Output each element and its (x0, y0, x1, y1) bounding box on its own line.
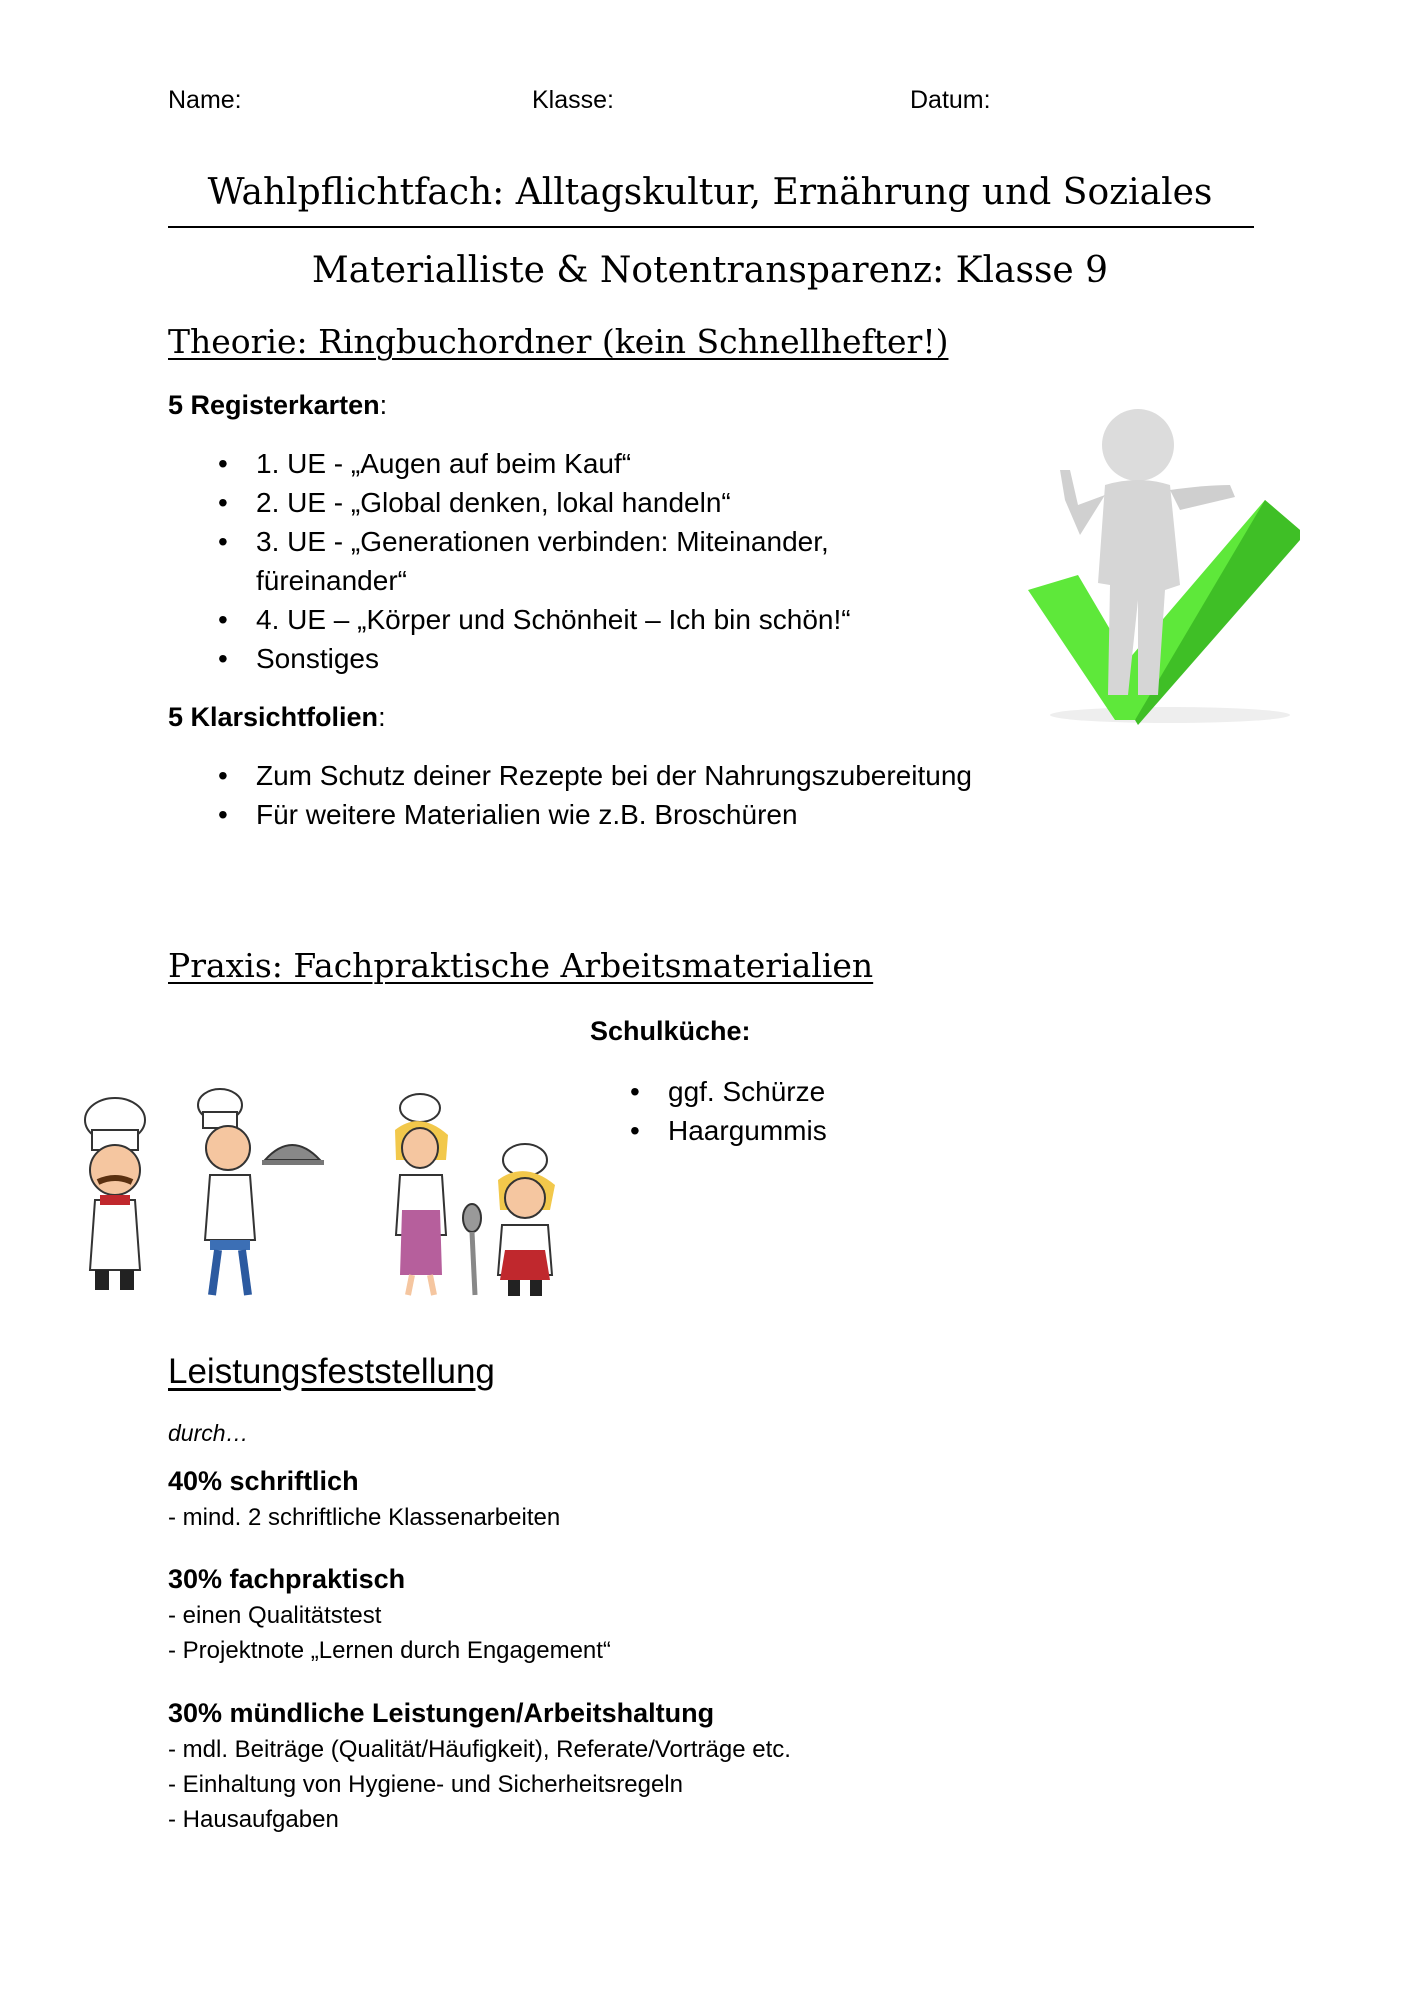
grade-line: - mind. 2 schriftliche Klassenarbeiten (168, 1504, 561, 1531)
grade-line: - Projektnote „Lernen durch Engagement“ (168, 1637, 611, 1664)
practice-heading: Praxis: Fachpraktische Arbeitsmaterialien (168, 946, 874, 985)
kitchen-label: Schulküche: (590, 1016, 751, 1046)
name-label: Name: (168, 86, 242, 114)
list-item: • 2. UE - „Global denken, lokal handeln“ (218, 483, 898, 522)
list-item: • Haargummis (630, 1111, 1030, 1150)
grade-group-title: 40% schriftlich (168, 1466, 359, 1496)
date-label: Datum: (910, 86, 991, 114)
kitchen-list (630, 1072, 1030, 1150)
sleeves-label: 5 Klarsichtfolien: (168, 702, 386, 732)
grade-group-title: 30% fachpraktisch (168, 1564, 406, 1594)
list-item: • 3. UE - „Generationen verbinden: Miteinander, füreinander“ (218, 522, 898, 600)
page-subtitle: Materialliste & Notentransparenz: Klasse 9 (311, 250, 1109, 291)
theory-heading: Theorie: Ringbuchordner (kein Schnellhefter!) (168, 322, 949, 361)
grade-line: - mdl. Beiträge (Qualität/Häufigkeit), Referate/Vorträge etc. (168, 1736, 791, 1763)
assessment-heading: Leistungsfeststellung (168, 1352, 495, 1391)
person-with-checkmark-icon (1020, 405, 1310, 725)
page-title: Wahlpflichtfach: Alltagskultur, Ernährung und Soziales (207, 172, 1213, 213)
sleeves-list (218, 756, 1118, 834)
class-label: Klasse: (532, 86, 614, 114)
grade-group-title: 30% mündliche Leistungen/Arbeitshaltung (168, 1698, 715, 1728)
assessment-intro: durch… (168, 1420, 249, 1446)
grade-line: - Einhaltung von Hygiene- und Sicherheitsregeln (168, 1771, 683, 1798)
list-item: • Sonstiges (218, 639, 898, 678)
list-item: • 4. UE – „Körper und Schönheit – Ich bin schön!“ (218, 600, 898, 639)
list-item: • Für weitere Materialien wie z.B. Broschüren (218, 795, 1118, 834)
chefs-illustration-icon (70, 1090, 570, 1300)
register-label: 5 Registerkarten: (168, 390, 388, 420)
grade-line: - Hausaufgaben (168, 1806, 339, 1833)
list-item: • 1. UE - „Augen auf beim Kauf“ (218, 444, 898, 483)
register-list (218, 444, 898, 678)
title-divider (168, 226, 1254, 228)
grade-line: - einen Qualitätstest (168, 1602, 382, 1629)
list-item: • Zum Schutz deiner Rezepte bei der Nahrungszubereitung (218, 756, 1118, 795)
list-item: • ggf. Schürze (630, 1072, 1030, 1111)
